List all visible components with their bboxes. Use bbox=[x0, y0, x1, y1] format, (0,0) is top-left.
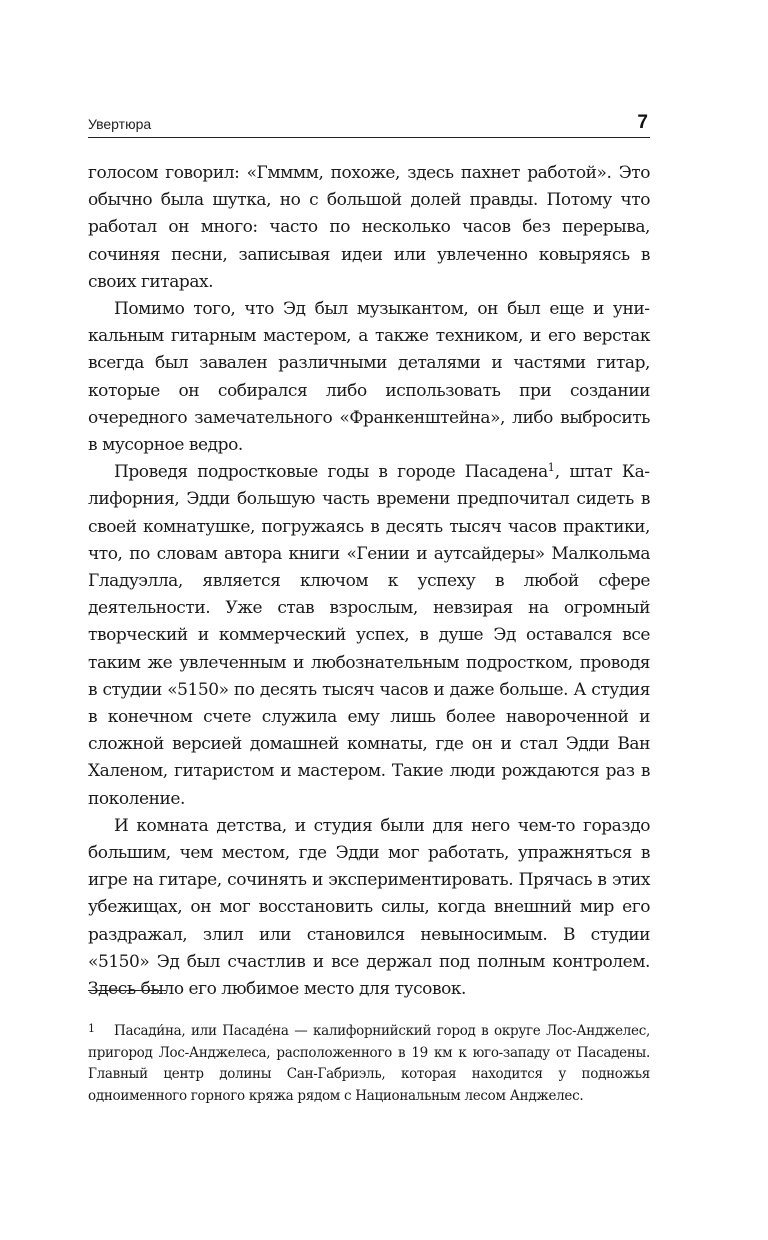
footnote-reference: 1 bbox=[547, 461, 555, 475]
footnote-rule bbox=[88, 990, 166, 991]
footnote-text: Пасади́на, или Пасаде́на — калифорнийский город в округе Лос-Анджелес, пригород Лос-Анджелеса, расположенного в 19 км к юго-западу от Пасадены. Главный центр долины Сан-Габриэль, которая находится у подножья одноименного горного кряжа рядом с Национальным лесом Анджелес. bbox=[88, 1023, 650, 1104]
running-header bbox=[88, 112, 650, 136]
footnote bbox=[88, 1018, 650, 1107]
body-text bbox=[88, 160, 650, 1003]
paragraph: Помимо того, что Эд был музыкантом, он был еще и уникальным гитарным мастером, а также техником, и его верстак всегда был завален различными деталями и частями гитар, которые он собирался либо использовать при создании очередного замечательного «Франкенштейна», либо выбросить в мусорное ведро. bbox=[88, 299, 650, 456]
section-title: Увертюра bbox=[88, 116, 152, 132]
footnote-number: 1 bbox=[88, 1022, 95, 1035]
paragraph: И комната детства, и студия были для него чем-то гораздо большим, чем местом, где Эдди мог работать, упражняться в игре на гитаре, сочинять и экспериментировать. Прячась в этих убежищах, он мог восстановить силы, когда внешний мир его раздражал, злил или становился невыносимым. В студии «5150» Эд был счастлив и все держал под полным контролем. Здесь было его любимое место для тусовок. bbox=[88, 815, 650, 1000]
paragraph-with-footnote bbox=[88, 459, 650, 813]
paragraph-text-end: , штат Калифорния, Эдди большую часть времени предпочитал сидеть в своей комнатушке, погружаясь в десять тысяч часов практики, что, по словам автора книги «Гении и аутсайдеры» Малкольма Гладуэлла, является ключом к успеху в любой сфере деятельности. Уже став взрослым, невзирая на огромный творческий и коммерческий успех, в душе Эд оставался все таким же увлеченным и любознательным подростком, проводя в студии «5150» по десять тысяч часов и даже больше. А студия в конечном счете служила ему лишь более навороченной и сложной версией домашней комнаты, где он и стал Эдди Ван Халеном, гитаристом и мастером. Такие люди рождаются раз в поколение. bbox=[88, 462, 651, 809]
paragraph-continued: голосом говорил: «Гмммм, похоже, здесь пахнет работой». Это обычно была шутка, но с большой долей правды. Потому что работал он много: часто по несколько часов без перерыва, сочиняя песни, записывая идеи или увлеченно ковыряясь в своих гитарах. bbox=[88, 163, 650, 292]
paragraph-text-start: Проведя подростковые годы в городе Пасадена bbox=[114, 462, 548, 483]
header-rule bbox=[88, 137, 650, 138]
page-number: 7 bbox=[637, 112, 648, 133]
footnotes bbox=[88, 1018, 650, 1107]
